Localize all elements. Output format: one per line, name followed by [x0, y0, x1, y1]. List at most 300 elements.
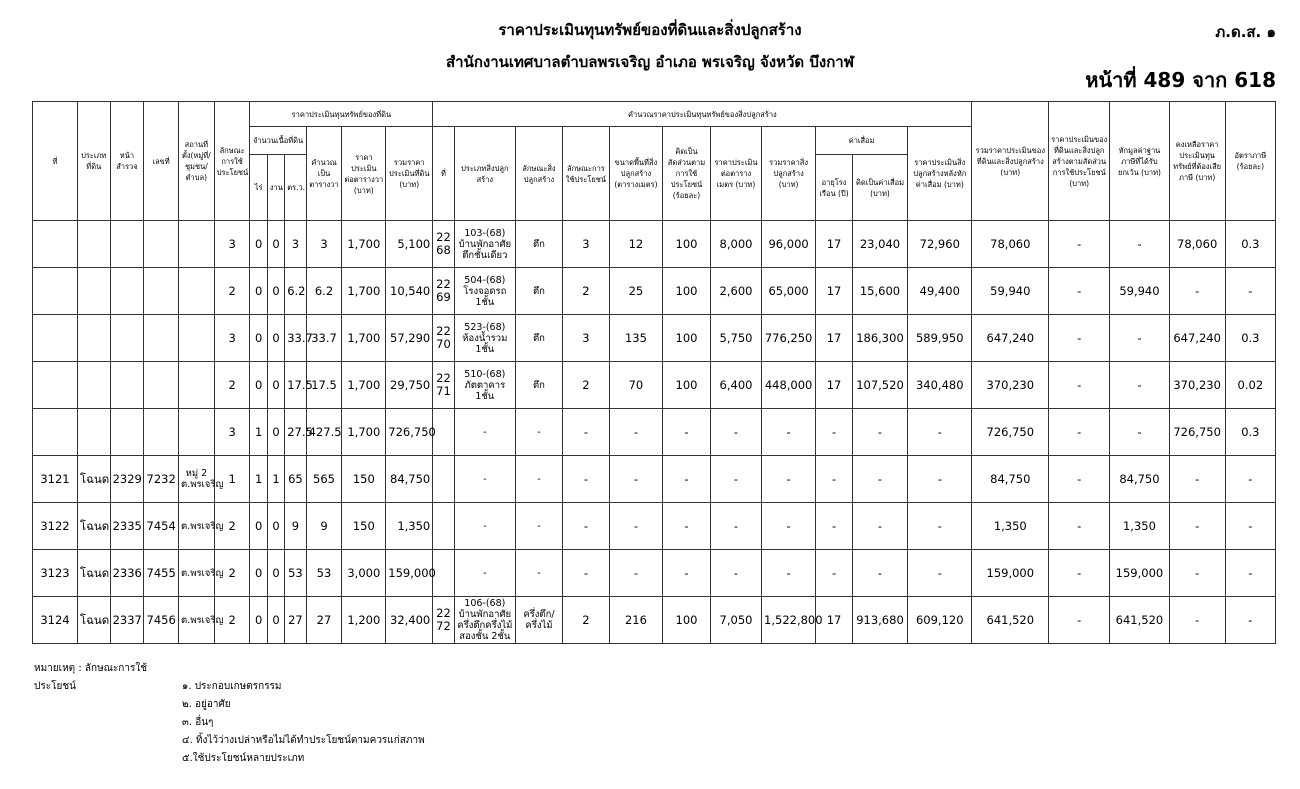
- cell-building-dep: -: [852, 456, 907, 503]
- cell-building-price-sqm: -: [710, 409, 761, 456]
- cell-exemption: -: [1110, 221, 1169, 268]
- cell-wa: 9: [285, 503, 306, 550]
- cell-building-age: 17: [816, 315, 853, 362]
- cell-building-total: 1,522,800: [762, 597, 816, 644]
- cell-rai: 0: [250, 503, 267, 550]
- col-building-size: ขนาดพื้นที่สิ่งปลูกสร้าง (ตารางเมตร): [609, 127, 662, 221]
- cell-exemption: 159,000: [1110, 550, 1169, 597]
- cell-wa: 3: [285, 221, 306, 268]
- page-info: หน้าที่ 489 จาก 618: [1085, 68, 1276, 92]
- cell-location: หมู่ 2 ต.พรเจริญ: [179, 456, 215, 503]
- cell-building-after-dep: -: [908, 409, 972, 456]
- cell-building-ratio: -: [662, 409, 710, 456]
- col-building-kind: ลักษณะสิ่งปลูกสร้าง: [515, 127, 562, 221]
- cell-building-type: 510-(68) ภัตตาคาร 1ชั้น: [454, 362, 515, 409]
- cell-building-age: -: [816, 550, 853, 597]
- cell-remaining: -: [1169, 268, 1225, 315]
- cell-no: [33, 409, 78, 456]
- cell-building-total: -: [762, 456, 816, 503]
- cell-survey-page: [110, 315, 144, 362]
- col-grand-total: รวมราคาประเมินของที่ดินและสิ่งปลูกสร้าง (บาท): [972, 102, 1049, 221]
- col-remaining: คงเหลือราคาประเมินทุนทรัพย์ที่ต้องเสียภาษี (บาท): [1169, 102, 1225, 221]
- cell-wa: 27: [285, 597, 306, 644]
- document-title: ราคาประเมินทุนทรัพย์ของที่ดินและสิ่งปลูกสร้าง: [498, 21, 802, 39]
- cell-building-usage: 3: [562, 221, 609, 268]
- cell-price-per-wa: 3,000: [342, 550, 386, 597]
- cell-no: 3123: [33, 550, 78, 597]
- cell-sq-wa: 53: [306, 550, 342, 597]
- cell-price-per-wa: 1,700: [342, 221, 386, 268]
- cell-location: ต.พรเจริญ: [179, 503, 215, 550]
- cell-building-total: 96,000: [762, 221, 816, 268]
- cell-building-dep: 913,680: [852, 597, 907, 644]
- cell-sq-wa: 33.7: [306, 315, 342, 362]
- cell-doc-type: [77, 268, 110, 315]
- cell-building-size: -: [609, 409, 662, 456]
- cell-tax-rate: -: [1225, 597, 1275, 644]
- cell-no: [33, 221, 78, 268]
- cell-ratio-value: -: [1049, 550, 1110, 597]
- cell-building-no: 22 69: [433, 268, 454, 315]
- cell-usage: 2: [214, 550, 250, 597]
- cell-sq-wa: 565: [306, 456, 342, 503]
- valuation-table: [32, 101, 1276, 644]
- cell-building-dep: -: [852, 503, 907, 550]
- cell-building-after-dep: 49,400: [908, 268, 972, 315]
- cell-ngan: 0: [267, 409, 284, 456]
- notes-label: หมายเหตุ : ลักษณะการใช้ประโยชน์: [34, 663, 148, 692]
- cell-building-dep: 186,300: [852, 315, 907, 362]
- cell-location: [179, 362, 215, 409]
- cell-survey-page: 2329: [110, 456, 144, 503]
- cell-building-total: 776,250: [762, 315, 816, 362]
- document-subtitle: สำนักงานเทศบาลตำบลพรเจริญ อำเภอ พรเจริญ จังหวัด บึงกาฬ: [446, 53, 854, 71]
- group-building-calc: คำนวณราคาประเมินทุนทรัพย์ของสิ่งปลูกสร้าง: [433, 102, 972, 127]
- cell-usage: 2: [214, 597, 250, 644]
- cell-building-no: 22 70: [433, 315, 454, 362]
- cell-number: [144, 362, 179, 409]
- note-item: ๕.ใช้ประโยชน์หลายประเภท: [182, 753, 305, 764]
- cell-land-total: 32,400: [386, 597, 433, 644]
- cell-building-usage: 3: [562, 315, 609, 362]
- group-land-valuation: ราคาประเมินทุนทรัพย์ของที่ดิน: [250, 102, 433, 127]
- cell-wa: 65: [285, 456, 306, 503]
- cell-building-type: 106-(68) บ้านพักอาศัยครึ่งตึกครึ่งไม้สองชั้น 2ชั้น: [454, 597, 515, 644]
- cell-survey-page: [110, 409, 144, 456]
- cell-building-dep: -: [852, 550, 907, 597]
- table-row: [33, 597, 1276, 644]
- cell-survey-page: [110, 221, 144, 268]
- cell-rai: 0: [250, 268, 267, 315]
- cell-number: 7232: [144, 456, 179, 503]
- cell-building-usage: 2: [562, 597, 609, 644]
- cell-building-size: -: [609, 550, 662, 597]
- cell-exemption: -: [1110, 315, 1169, 362]
- cell-grand-total: 370,230: [972, 362, 1049, 409]
- cell-survey-page: 2336: [110, 550, 144, 597]
- cell-price-per-wa: 1,700: [342, 362, 386, 409]
- cell-land-total: 159,000: [386, 550, 433, 597]
- cell-wa: 33.7: [285, 315, 306, 362]
- cell-exemption: 641,520: [1110, 597, 1169, 644]
- cell-no: [33, 315, 78, 362]
- col-survey-page: หน้าสำรวจ: [110, 102, 144, 221]
- group-area: จำนวนเนื้อที่ดิน: [250, 127, 306, 155]
- cell-building-usage: -: [562, 409, 609, 456]
- cell-number: [144, 268, 179, 315]
- cell-location: [179, 315, 215, 362]
- cell-ratio-value: -: [1049, 268, 1110, 315]
- cell-building-after-dep: 589,950: [908, 315, 972, 362]
- cell-building-type: 103-(68) บ้านพักอาศัยตึกชั้นเดียว: [454, 221, 515, 268]
- cell-building-after-dep: 72,960: [908, 221, 972, 268]
- cell-tax-rate: -: [1225, 268, 1275, 315]
- cell-no: 3122: [33, 503, 78, 550]
- cell-building-total: -: [762, 503, 816, 550]
- cell-building-usage: -: [562, 550, 609, 597]
- table-row: [33, 550, 1276, 597]
- cell-doc-type: โฉนด: [77, 456, 110, 503]
- cell-grand-total: 84,750: [972, 456, 1049, 503]
- cell-building-dep: 23,040: [852, 221, 907, 268]
- cell-building-type: 504-(68) โรงจอดรถ 1ชั้น: [454, 268, 515, 315]
- cell-building-after-dep: 609,120: [908, 597, 972, 644]
- cell-ngan: 0: [267, 550, 284, 597]
- cell-land-total: 1,350: [386, 503, 433, 550]
- cell-building-size: 216: [609, 597, 662, 644]
- cell-building-kind: ครึ่งตึก/ครึ่งไม้: [515, 597, 562, 644]
- cell-building-ratio: 100: [662, 597, 710, 644]
- cell-building-no: 22 72: [433, 597, 454, 644]
- col-building-no: ที่: [433, 127, 454, 221]
- cell-survey-page: [110, 268, 144, 315]
- cell-price-per-wa: 1,700: [342, 315, 386, 362]
- cell-grand-total: 1,350: [972, 503, 1049, 550]
- cell-tax-rate: -: [1225, 456, 1275, 503]
- cell-sq-wa: 27: [306, 597, 342, 644]
- table-row: [33, 315, 1276, 362]
- cell-building-price-sqm: 5,750: [710, 315, 761, 362]
- cell-building-age: 17: [816, 268, 853, 315]
- cell-building-price-sqm: 7,050: [710, 597, 761, 644]
- cell-building-dep: -: [852, 409, 907, 456]
- cell-building-kind: -: [515, 409, 562, 456]
- col-exemption: หักมูลค่าฐานภาษีที่ได้รับยกเว้น (บาท): [1110, 102, 1169, 221]
- cell-usage: 3: [214, 409, 250, 456]
- notes: [34, 660, 425, 768]
- col-sq-wa: คำนวณเป็นตารางวา: [306, 127, 342, 221]
- col-wa: ตร.ว.: [285, 155, 306, 221]
- cell-building-usage: -: [562, 456, 609, 503]
- cell-exemption: 59,940: [1110, 268, 1169, 315]
- cell-no: [33, 362, 78, 409]
- col-ratio-value: ราคาประเมินของที่ดินและสิ่งปลูกสร้างตามสัดส่วนการใช้ประโยชน์ (บาท): [1049, 102, 1110, 221]
- cell-number: [144, 315, 179, 362]
- cell-building-ratio: -: [662, 456, 710, 503]
- cell-survey-page: [110, 362, 144, 409]
- cell-building-kind: ตึก: [515, 362, 562, 409]
- col-building-dep: คิดเป็นค่าเสื่อม (บาท): [852, 155, 907, 221]
- group-depreciation: ค่าเสื่อม: [816, 127, 908, 155]
- cell-remaining: 647,240: [1169, 315, 1225, 362]
- cell-building-usage: -: [562, 503, 609, 550]
- cell-building-no: 22 68: [433, 221, 454, 268]
- cell-tax-rate: 0.3: [1225, 409, 1275, 456]
- cell-no: [33, 268, 78, 315]
- cell-building-kind: -: [515, 503, 562, 550]
- cell-tax-rate: -: [1225, 503, 1275, 550]
- cell-building-price-sqm: -: [710, 550, 761, 597]
- cell-building-age: -: [816, 409, 853, 456]
- cell-ratio-value: -: [1049, 362, 1110, 409]
- cell-remaining: -: [1169, 503, 1225, 550]
- cell-price-per-wa: 1,700: [342, 268, 386, 315]
- cell-land-total: 29,750: [386, 362, 433, 409]
- cell-no: 3124: [33, 597, 78, 644]
- cell-remaining: -: [1169, 550, 1225, 597]
- cell-survey-page: 2335: [110, 503, 144, 550]
- cell-building-size: 25: [609, 268, 662, 315]
- cell-building-size: 12: [609, 221, 662, 268]
- cell-building-type: -: [454, 409, 515, 456]
- col-building-ratio: คิดเป็นสัดส่วนตามการใช้ประโยชน์ (ร้อยละ): [662, 127, 710, 221]
- cell-building-type: -: [454, 503, 515, 550]
- col-building-total: รวมราคาสิ่งปลูกสร้าง (บาท): [762, 127, 816, 221]
- cell-ngan: 0: [267, 221, 284, 268]
- cell-usage: 3: [214, 315, 250, 362]
- cell-building-ratio: -: [662, 550, 710, 597]
- cell-building-total: -: [762, 409, 816, 456]
- cell-rai: 1: [250, 409, 267, 456]
- cell-building-kind: -: [515, 550, 562, 597]
- cell-exemption: -: [1110, 362, 1169, 409]
- col-location: สถานที่ตั้ง(หมู่ที่/ชุมชน/ตำบล): [179, 102, 215, 221]
- table-row: [33, 503, 1276, 550]
- cell-building-no: [433, 503, 454, 550]
- col-building-price-sqm: ราคาประเมินต่อตารางเมตร (บาท): [710, 127, 761, 221]
- cell-land-total: 10,540: [386, 268, 433, 315]
- cell-ratio-value: -: [1049, 503, 1110, 550]
- cell-grand-total: 641,520: [972, 597, 1049, 644]
- cell-rai: 0: [250, 221, 267, 268]
- cell-building-price-sqm: 6,400: [710, 362, 761, 409]
- cell-building-kind: -: [515, 456, 562, 503]
- cell-grand-total: 647,240: [972, 315, 1049, 362]
- cell-building-size: 135: [609, 315, 662, 362]
- cell-number: 7456: [144, 597, 179, 644]
- cell-rai: 1: [250, 456, 267, 503]
- col-building-usage: ลักษณะการใช้ประโยชน์: [562, 127, 609, 221]
- cell-ratio-value: -: [1049, 456, 1110, 503]
- cell-grand-total: 59,940: [972, 268, 1049, 315]
- cell-building-usage: 2: [562, 362, 609, 409]
- cell-doc-type: [77, 315, 110, 362]
- cell-wa: 27.5: [285, 409, 306, 456]
- cell-remaining: -: [1169, 456, 1225, 503]
- cell-doc-type: โฉนด: [77, 503, 110, 550]
- table-row: [33, 456, 1276, 503]
- cell-ratio-value: -: [1049, 315, 1110, 362]
- col-doc-type: ประเภทที่ดิน: [77, 102, 110, 221]
- cell-tax-rate: 0.3: [1225, 221, 1275, 268]
- col-usage: ลักษณะการใช้ประโยชน์: [214, 102, 250, 221]
- cell-usage: 3: [214, 221, 250, 268]
- col-building-age: อายุโรงเรือน (ปี): [816, 155, 853, 221]
- cell-price-per-wa: 1,700: [342, 409, 386, 456]
- cell-number: [144, 221, 179, 268]
- cell-building-total: 65,000: [762, 268, 816, 315]
- cell-remaining: -: [1169, 597, 1225, 644]
- cell-ratio-value: -: [1049, 221, 1110, 268]
- cell-ngan: 0: [267, 362, 284, 409]
- cell-rai: 0: [250, 315, 267, 362]
- col-ngan: งาน: [267, 155, 284, 221]
- cell-sq-wa: 9: [306, 503, 342, 550]
- cell-building-ratio: 100: [662, 315, 710, 362]
- cell-ngan: 0: [267, 503, 284, 550]
- col-number: เลขที่: [144, 102, 179, 221]
- cell-doc-type: [77, 362, 110, 409]
- cell-exemption: -: [1110, 409, 1169, 456]
- col-tax-rate: อัตราภาษี (ร้อยละ): [1225, 102, 1275, 221]
- cell-usage: 1: [214, 456, 250, 503]
- cell-ngan: 0: [267, 315, 284, 362]
- cell-rai: 0: [250, 597, 267, 644]
- cell-building-size: 70: [609, 362, 662, 409]
- cell-location: ต.พรเจริญ: [179, 550, 215, 597]
- cell-grand-total: 159,000: [972, 550, 1049, 597]
- cell-building-ratio: 100: [662, 221, 710, 268]
- cell-building-kind: ตึก: [515, 315, 562, 362]
- cell-building-price-sqm: -: [710, 456, 761, 503]
- cell-land-total: 57,290: [386, 315, 433, 362]
- cell-price-per-wa: 1,200: [342, 597, 386, 644]
- cell-building-kind: ตึก: [515, 268, 562, 315]
- cell-building-kind: ตึก: [515, 221, 562, 268]
- cell-building-dep: 15,600: [852, 268, 907, 315]
- table-row: [33, 409, 1276, 456]
- cell-building-dep: 107,520: [852, 362, 907, 409]
- cell-grand-total: 78,060: [972, 221, 1049, 268]
- note-item: ๔. ทิ้งไว้ว่างเปล่าหรือไม่ได้ทำประโยชน์ตามควรแก่สภาพ: [182, 735, 425, 746]
- cell-ratio-value: -: [1049, 409, 1110, 456]
- cell-location: ต.พรเจริญ: [179, 597, 215, 644]
- cell-building-no: 22 71: [433, 362, 454, 409]
- cell-tax-rate: 0.3: [1225, 315, 1275, 362]
- cell-tax-rate: -: [1225, 550, 1275, 597]
- cell-location: [179, 409, 215, 456]
- cell-land-total: 726,750: [386, 409, 433, 456]
- cell-tax-rate: 0.02: [1225, 362, 1275, 409]
- cell-doc-type: โฉนด: [77, 550, 110, 597]
- col-rai: ไร่: [250, 155, 267, 221]
- table-row: [33, 362, 1276, 409]
- cell-remaining: 370,230: [1169, 362, 1225, 409]
- cell-land-total: 84,750: [386, 456, 433, 503]
- cell-building-after-dep: -: [908, 503, 972, 550]
- cell-grand-total: 726,750: [972, 409, 1049, 456]
- cell-usage: 2: [214, 268, 250, 315]
- col-building-after-dep: ราคาประเมินสิ่งปลูกสร้างหลังหักค่าเสื่อม (บาท): [908, 127, 972, 221]
- cell-usage: 2: [214, 503, 250, 550]
- cell-building-age: -: [816, 456, 853, 503]
- cell-building-type: 523-(68) ห้องน้ำรวม 1ชั้น: [454, 315, 515, 362]
- cell-building-total: -: [762, 550, 816, 597]
- cell-price-per-wa: 150: [342, 503, 386, 550]
- cell-wa: 17.5: [285, 362, 306, 409]
- cell-exemption: 1,350: [1110, 503, 1169, 550]
- cell-building-age: 17: [816, 221, 853, 268]
- cell-building-age: 17: [816, 597, 853, 644]
- cell-building-no: [433, 456, 454, 503]
- cell-building-price-sqm: 8,000: [710, 221, 761, 268]
- cell-building-ratio: -: [662, 503, 710, 550]
- cell-doc-type: โฉนด: [77, 597, 110, 644]
- cell-rai: 0: [250, 550, 267, 597]
- cell-ngan: 0: [267, 597, 284, 644]
- cell-exemption: 84,750: [1110, 456, 1169, 503]
- cell-land-total: 5,100: [386, 221, 433, 268]
- cell-building-type: -: [454, 456, 515, 503]
- cell-location: [179, 268, 215, 315]
- note-item: ๓. อื่นๆ: [182, 717, 214, 728]
- cell-ngan: 0: [267, 268, 284, 315]
- cell-sq-wa: 6.2: [306, 268, 342, 315]
- cell-rai: 0: [250, 362, 267, 409]
- cell-building-price-sqm: 2,600: [710, 268, 761, 315]
- cell-no: 3121: [33, 456, 78, 503]
- note-item: ๒. อยู่อาศัย: [182, 699, 231, 710]
- cell-building-type: -: [454, 550, 515, 597]
- col-price-per-wa: ราคาประเมินต่อตารางวา (บาท): [342, 127, 386, 221]
- cell-building-total: 448,000: [762, 362, 816, 409]
- cell-wa: 53: [285, 550, 306, 597]
- col-no: ที่: [33, 102, 78, 221]
- cell-price-per-wa: 150: [342, 456, 386, 503]
- note-item: ๑. ประกอบเกษตรกรรม: [182, 681, 282, 692]
- cell-ratio-value: -: [1049, 597, 1110, 644]
- cell-sq-wa: 427.5: [306, 409, 342, 456]
- cell-building-age: 17: [816, 362, 853, 409]
- cell-building-size: -: [609, 503, 662, 550]
- cell-building-price-sqm: -: [710, 503, 761, 550]
- cell-ngan: 1: [267, 456, 284, 503]
- cell-building-usage: 2: [562, 268, 609, 315]
- cell-sq-wa: 3: [306, 221, 342, 268]
- form-code: ภ.ด.ส. ๑: [1215, 23, 1276, 41]
- cell-remaining: 78,060: [1169, 221, 1225, 268]
- cell-building-no: [433, 409, 454, 456]
- cell-building-size: -: [609, 456, 662, 503]
- cell-location: [179, 221, 215, 268]
- cell-survey-page: 2337: [110, 597, 144, 644]
- cell-number: 7454: [144, 503, 179, 550]
- cell-building-age: -: [816, 503, 853, 550]
- cell-building-after-dep: -: [908, 550, 972, 597]
- col-land-total: รวมราคาประเมินที่ดิน (บาท): [386, 127, 433, 221]
- cell-building-ratio: 100: [662, 362, 710, 409]
- cell-wa: 6.2: [285, 268, 306, 315]
- cell-building-after-dep: -: [908, 456, 972, 503]
- cell-number: 7455: [144, 550, 179, 597]
- cell-building-ratio: 100: [662, 268, 710, 315]
- table-row: [33, 268, 1276, 315]
- cell-doc-type: [77, 409, 110, 456]
- cell-remaining: 726,750: [1169, 409, 1225, 456]
- cell-usage: 2: [214, 362, 250, 409]
- table-row: [33, 221, 1276, 268]
- cell-number: [144, 409, 179, 456]
